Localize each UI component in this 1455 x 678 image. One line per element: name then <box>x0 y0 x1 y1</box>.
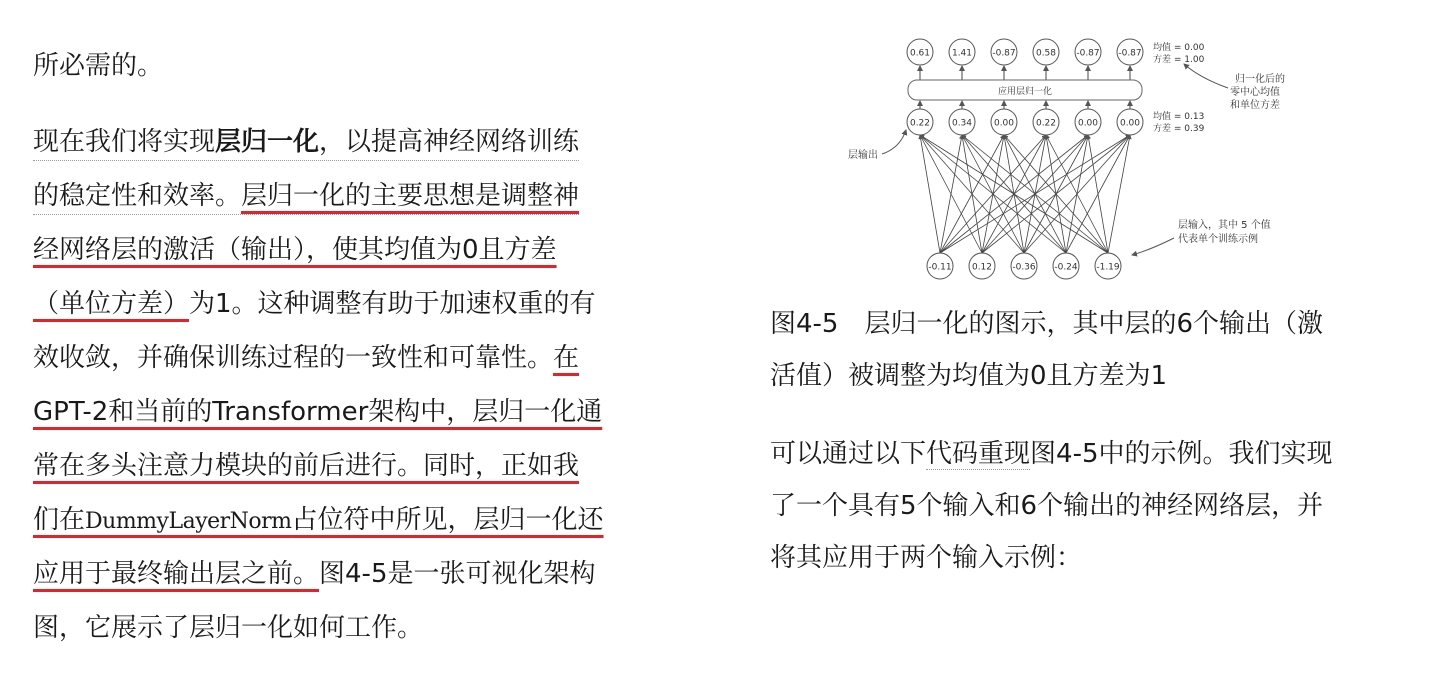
mid-variance: 方差 = 0.39 <box>1153 124 1205 134</box>
connection-line <box>1046 135 1108 253</box>
right-line-3: 将其应用于两个输入示例： <box>770 543 1083 573</box>
text-line-9 <box>33 502 604 540</box>
input-node-value: -0.24 <box>1054 262 1078 273</box>
input-node-value: -1.19 <box>1096 262 1120 273</box>
input-note-line-2: 代表单个训练示例 <box>1178 234 1258 245</box>
normalized-output-node-value: -0.87 <box>992 48 1016 59</box>
text-line-4 <box>33 232 557 268</box>
connection-line <box>1004 135 1108 253</box>
apply-normalization-label: 应用层归一化 <box>997 87 1053 97</box>
top-variance: 方差 = 1.00 <box>1153 55 1205 65</box>
right-line-1: 可以通过以下代码重现图4-5中的示例。我们实现 <box>770 439 1333 469</box>
connection-line <box>920 135 982 253</box>
normalized-output-node-value: 0.61 <box>909 48 931 59</box>
connection-line <box>962 135 1108 253</box>
connection-line <box>1088 135 1108 253</box>
layer-output-node-value: 0.00 <box>1077 118 1099 129</box>
connection-line <box>920 135 940 253</box>
code-inline: DummyLayerNorm <box>85 509 292 534</box>
layer-output-label: 层输出 <box>848 150 878 161</box>
input-node-value: -0.36 <box>1012 262 1036 273</box>
text-line-10: 应用于最终输出层之前。图4-5是一张可视化架构 <box>33 559 596 589</box>
layer-output-node-value: 0.34 <box>951 118 973 129</box>
input-note-line-1: 层输入，其中 5 个值 <box>1178 220 1271 231</box>
normalized-output-node-value: 0.58 <box>1035 48 1057 59</box>
text-line-3: 的稳定性和效率。层归一化的主要思想是调整神 <box>33 178 579 215</box>
highlight-span: 经网络层的激活（输出），使其均值为0且方差 <box>33 235 557 265</box>
normalized-output-node-value: 1.41 <box>951 48 973 59</box>
connection-line <box>1108 135 1130 253</box>
connection-line <box>920 135 1024 253</box>
text-line-2: 现在我们将实现层归一化，以提高神经网络训练 <box>33 124 579 161</box>
caption-line-2: 活值）被调整为均值为0且方差为1 <box>770 361 1168 391</box>
layer-output-arrow <box>882 130 906 154</box>
layer-output-node-value: 0.22 <box>1035 118 1057 129</box>
mid-nodes <box>907 109 1143 135</box>
top-mean: 均值 = 0.00 <box>1153 43 1205 53</box>
highlight-span: （单位方差） <box>33 289 190 319</box>
term-layer-norm: 层归一化 <box>215 127 320 157</box>
highlight-span: 层归一化的主要思想是调整神 <box>241 181 580 211</box>
note-line-3: 和单位方差 <box>1230 100 1280 111</box>
figure-svg <box>840 30 1300 285</box>
connection-lines <box>920 135 1130 253</box>
text-line-1: 所必需的。 <box>33 51 164 81</box>
top-nodes <box>907 39 1143 65</box>
caption-line-1: 图4-5 层归一化的图示，其中层的6个输出（激 <box>770 309 1324 339</box>
note-line-2: 零中心均值 <box>1230 87 1280 98</box>
highlight-span: 们在DummyLayerNorm占位符中所见，层归一化还 <box>33 505 604 535</box>
highlight-span: 在 <box>553 343 580 373</box>
text-line-11: 图，它展示了层归一化如何工作。 <box>33 613 424 643</box>
input-node-value: 0.12 <box>971 262 993 273</box>
input-node-value: -0.11 <box>928 262 952 273</box>
right-paragraph <box>770 428 1333 584</box>
right-line-2: 了一个具有5个输入和6个输出的神经网络层，并 <box>770 491 1324 521</box>
text-line-5: （单位方差）为1。这种调整有助于加速权重的有 <box>33 289 596 319</box>
mid-mean: 均值 = 0.13 <box>1153 112 1205 122</box>
note-line-1: 归一化后的 <box>1235 74 1285 85</box>
note-arrow <box>1184 64 1228 88</box>
layer-output-node-value: 0.22 <box>909 118 931 129</box>
highlight-span: 应用于最终输出层之前。 <box>33 559 320 589</box>
text-line-8 <box>33 448 579 484</box>
layer-output-node-value: 0.00 <box>1119 118 1141 129</box>
input-nodes <box>927 253 1121 279</box>
normalized-output-node-value: -0.87 <box>1076 48 1100 59</box>
dotted-span: 代码重现 <box>926 439 1031 469</box>
normalized-output-node-value: -0.87 <box>1118 48 1142 59</box>
text-line-6: 效收敛，并确保训练过程的一致性和可靠性。在 <box>33 343 580 373</box>
input-note-arrow <box>1132 238 1174 255</box>
connection-line <box>920 135 1066 253</box>
figure-caption <box>770 298 1323 402</box>
layer-output-node-value: 0.00 <box>993 118 1015 129</box>
connection-line <box>920 135 1108 253</box>
text-line-7 <box>33 394 602 430</box>
highlight-span: GPT-2和当前的Transformer架构中，层归一化通 <box>33 397 603 427</box>
highlight-span: 常在多头注意力模块的前后进行。同时，正如我 <box>33 451 580 481</box>
layer-norm-figure <box>840 30 1300 285</box>
